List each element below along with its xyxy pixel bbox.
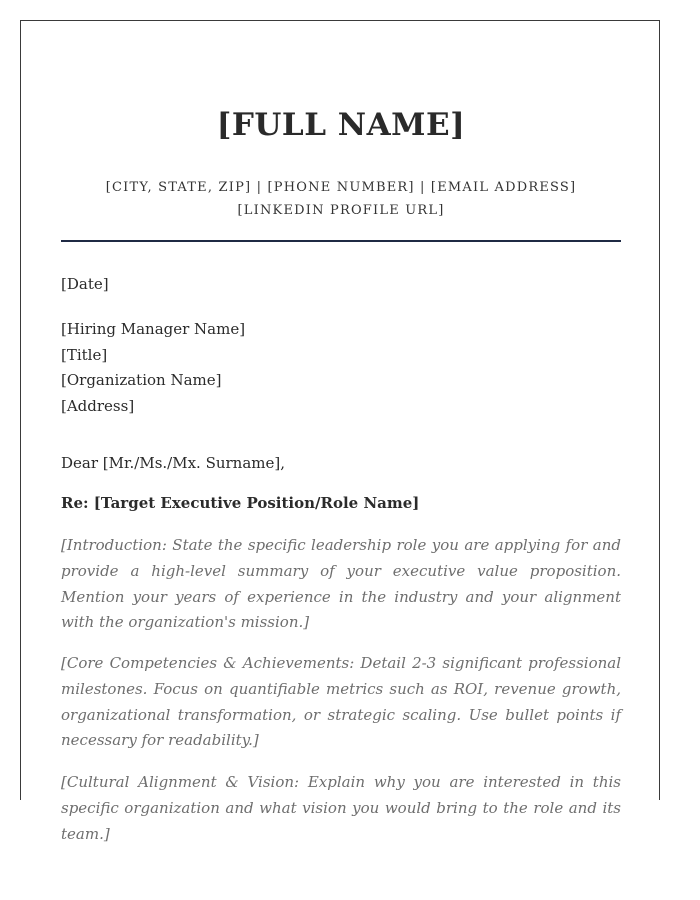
recipient-name: [Hiring Manager Name] [61, 320, 246, 338]
header-divider [61, 240, 621, 242]
full-name-heading: [FULL NAME] [216, 107, 466, 143]
salutation: Dear [Mr./Ms./Mx. Surname], [61, 454, 286, 472]
letter-page [20, 20, 660, 843]
contact-info [61, 176, 621, 222]
recipient-title: [Title] [61, 345, 108, 364]
contact-line-1: [CITY, STATE, ZIP] | [PHONE NUMBER] | [EMAIL ADDRESS] [105, 180, 577, 195]
recipient-organization: [Organization Name] [61, 371, 222, 390]
letter-date: [Date] [61, 275, 109, 293]
recipient-address: [Address] [61, 396, 135, 415]
paragraph-cultural-alignment: [Cultural Alignment & Vision: Explain why you are interested in this specific organization and what vision you would bring to the role and its team.] [61, 773, 621, 843]
recipient-block [61, 317, 621, 419]
paragraph-achievements: [Core Competencies & Achievements: Detail 2-3 significant professional milestones. Focus on quantifiable metrics such as ROI, revenue growth, organizational transformation, or strategic scaling. Use bullet points if necessary for readability.] [61, 654, 621, 750]
subject-line: Re: [Target Executive Position/Role Name] [61, 494, 420, 512]
paragraph-introduction: [Introduction: State the specific leadership role you are applying for and provide a high-level summary of your executive value proposition. Mention your years of experience in the industry and your alignment with the organization's mission.] [61, 536, 621, 632]
contact-line-2: [LINKEDIN PROFILE URL] [237, 203, 445, 218]
